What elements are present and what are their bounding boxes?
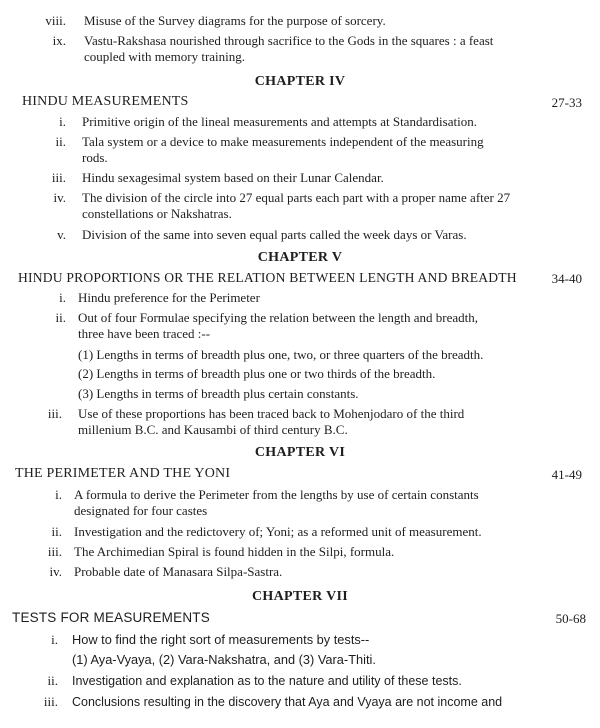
item-text: Use of these proportions has been traced back to Mohenjodaro of the third millenium B.C. and Kausambi of third century B.C. <box>78 406 465 437</box>
sub-item: (1) Lengths in terms of breadth plus one, two, or three quarters of the breadth. <box>78 347 484 362</box>
item-text: Vastu-Rakshasa nourished through sacrifice to the Gods in the squares : a feast coupled with memory training. <box>84 33 494 64</box>
item-text: Conclusions resulting in the discovery that Aya and Vyaya are not income and <box>72 695 503 709</box>
item-number: i. <box>59 290 66 305</box>
item-number: ii. <box>51 524 62 539</box>
item-text: Tala system or a device to make measurements independent of the measuring rods. <box>82 134 484 165</box>
item-number: ii. <box>55 310 66 325</box>
item-text: Division of the same into seven equal parts called the week days or Varas. <box>82 227 467 242</box>
page-range: 50-68 <box>555 611 586 626</box>
chapter-heading: CHAPTER IV <box>254 74 346 89</box>
item-number: iii. <box>47 406 62 421</box>
sub-item: (3) Lengths in terms of breadth plus certain constants. <box>78 386 359 401</box>
item-number: i. <box>51 632 58 647</box>
item-text: A formula to derive the Perimeter from the lengths by use of certain constants designated for four castes <box>74 487 479 518</box>
item-number: ii. <box>55 134 66 149</box>
chapter-heading: CHAPTER VI <box>254 445 346 460</box>
item-number: ix. <box>52 33 66 48</box>
item-text: Investigation and the redictovery of; Yoni; as a reformed unit of measurement. <box>74 524 482 539</box>
sub-item: (2) Lengths in terms of breadth plus one or two thirds of the breadth. <box>78 366 436 381</box>
page-range: 41-49 <box>551 467 582 482</box>
item-text: Out of four Formulae specifying the relation between the length and breadth, three have been traced :-- <box>78 310 478 341</box>
item-text: The Archimedian Spiral is found hidden in the Silpi, formula. <box>74 544 395 559</box>
chapter-heading: CHAPTER VII <box>251 589 348 604</box>
section-title: THE PERIMETER AND THE YONI <box>15 466 231 481</box>
item-text: Probable date of Manasara Silpa-Sastra. <box>74 564 283 579</box>
item-text: Investigation and explanation as to the nature and utility of these tests. <box>72 674 462 688</box>
sub-item: (1) Aya-Vyaya, (2) Vara-Nakshatra, and (3) Vara-Thiti. <box>72 652 376 667</box>
item-number: iv. <box>53 190 66 205</box>
section-title: TESTS FOR MEASUREMENTS <box>12 610 210 625</box>
chapter-heading: CHAPTER V <box>257 250 343 265</box>
item-number: iv. <box>49 564 62 579</box>
item-number: iii. <box>47 544 62 559</box>
item-text: The division of the circle into 27 equal parts each part with a proper name after 27 constellations or Nakshatras. <box>82 190 511 221</box>
page-range: 27-33 <box>551 95 582 110</box>
item-text: Hindu sexagesimal system based on their Lunar Calendar. <box>82 170 384 185</box>
item-number: iii. <box>43 694 58 709</box>
item-number: i. <box>55 487 62 502</box>
item-number: i. <box>59 114 66 129</box>
page-range: 34-40 <box>551 271 582 286</box>
section-title: HINDU PROPORTIONS OR THE RELATION BETWEEN LENGTH AND BREADTH <box>18 270 517 285</box>
item-text: Hindu preference for the Perimeter <box>78 290 260 305</box>
item-number: iii. <box>51 170 66 185</box>
item-number: ii. <box>47 673 58 688</box>
item-text: How to find the right sort of measurements by tests-- <box>72 632 370 647</box>
item-text: Misuse of the Survey diagrams for the purpose of sorcery. <box>84 13 386 28</box>
item-text: Primitive origin of the lineal measurements and attempts at Standardisation. <box>82 114 477 129</box>
section-title: HINDU MEASUREMENTS <box>22 94 189 109</box>
item-number: viii. <box>45 13 66 28</box>
item-number: v. <box>57 227 66 242</box>
